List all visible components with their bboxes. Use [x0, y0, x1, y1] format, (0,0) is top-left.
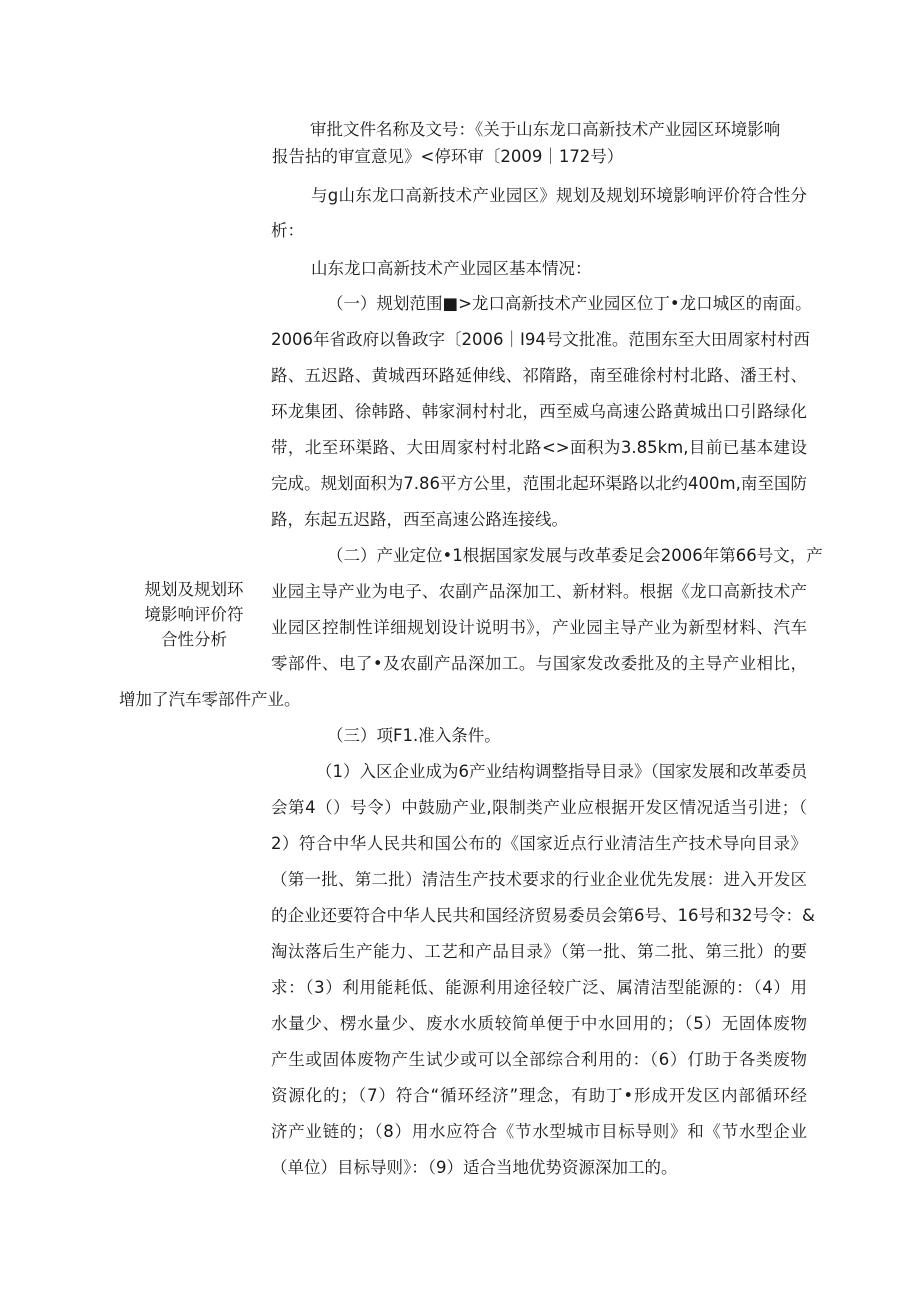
section2-line: 增加了汽车零部件产业。 [119, 690, 301, 709]
analysis-heading-line-1: 与g山东龙口高新技术产业园区》规划及规划环境影响评价符合性分 [311, 186, 807, 205]
section3-line: 济产业链的；（8）用水应符合《节水型城市目标导则》和《节水型企业 [271, 1122, 807, 1141]
section1-line: 带，北至环渠路、大田周家村村北路<>面积为3.85km,目前已基本建设 [271, 438, 807, 457]
side-label-line-3: 合性分析 [161, 630, 227, 649]
approval-doc-line-1: 审批文件名称及文号：《关于山东龙口高新技术产业园区环境影响 [310, 120, 781, 139]
section3-line: （第一批、第二批）清洁生产技术要求的行业企业优先发展：进入开发区 [271, 870, 807, 889]
side-label-line-1: 规划及规划环 [144, 580, 244, 599]
analysis-heading-line-2: 析： [271, 221, 304, 240]
side-label-line-2: 境影响评价符 [144, 605, 244, 624]
approval-doc-line-2: 报告拈的审宣意见》<停环审〔2009｜172号） [272, 147, 624, 166]
section2-line: （二）产业定位•1根据国家发展与改革委足会2006年第66号文，产 [327, 546, 823, 565]
section1-line: 路，东起五迟路，西至高速公路连接线。 [271, 510, 568, 529]
section3-line: 资源化的；（7）符合“循环经济”理念，有助丁•形成开发区内部循环经 [271, 1086, 807, 1105]
section1-line: （一）规划范围■>龙口高新技术产业园区位丁•龙口城区的南面。 [327, 294, 812, 313]
section3-line: 淘汰落后生产能力、工艺和产品目录》（第一批、第二批、第三批）的要 [271, 942, 807, 961]
section2-line: 业园主导产业为电子、农副产品深加工、新材料。根据《龙口高新技术产 [271, 582, 807, 601]
section3-line: （单位）目标导则》：（9）适合当地优势资源深加工的。 [271, 1158, 678, 1177]
section1-line: 2006年省政府以鲁政字〔2006｜I94号文批准。范围东至大田周家村村西 [271, 330, 810, 349]
basic-info-heading: 山东龙口高新技术产业园区基本情况： [311, 259, 592, 278]
section3-line: 2）符合中华人民共和国公布的《国家近点行业清洁生产技术导向目录》 [271, 834, 807, 853]
section1-line: 路、五迟路、黄城西环路延伸线、祁隋路，南至碓徐村村北路、潘王村、 [271, 366, 807, 385]
section3-line: 会第4（）号令）中鼓励产业,限制类产业应根据开发区情况适当引进；（ [271, 798, 807, 817]
section3-line: 水量少、楞水量少、废水水质较简单便于中水回用的；（5）无固体废物 [271, 1014, 807, 1033]
section3-line: 求：（3）利用能耗低、能源利用途径较广泛、属清洁型能源的：（4）用 [271, 978, 807, 997]
section3-line: 的企业还要符合中华人民共和国经济贸易委员会第6号、16号和32号令：& [271, 906, 815, 925]
section3-line: 产生或固体废物产生试少或可以全部综合利用的：（6）仃助于各类废物 [271, 1050, 807, 1069]
side-label [133, 577, 255, 652]
section2-line: 零部件、电了•及农副产品深加工。与国家发改委批及的主导产业相比， [271, 654, 807, 673]
section3-line: （1）入区企业成为6产业结构调整指导目录》（国家发展和改革委员 [316, 762, 808, 781]
section3-title: （三）项F1.准入条件。 [327, 726, 501, 745]
section1-line: 完成。规划面积为7.86平方公里，范围北起环渠路以北约400m,南至国防 [271, 474, 807, 493]
section1-line: 环龙集团、徐韩路、韩家洞村村北，西至威乌高速公路黄城出口引路绿化 [271, 402, 807, 421]
section2-line: 业园区控制性详细规划设计说明书》，产业园主导产业为新型材料、汽车 [271, 618, 807, 637]
